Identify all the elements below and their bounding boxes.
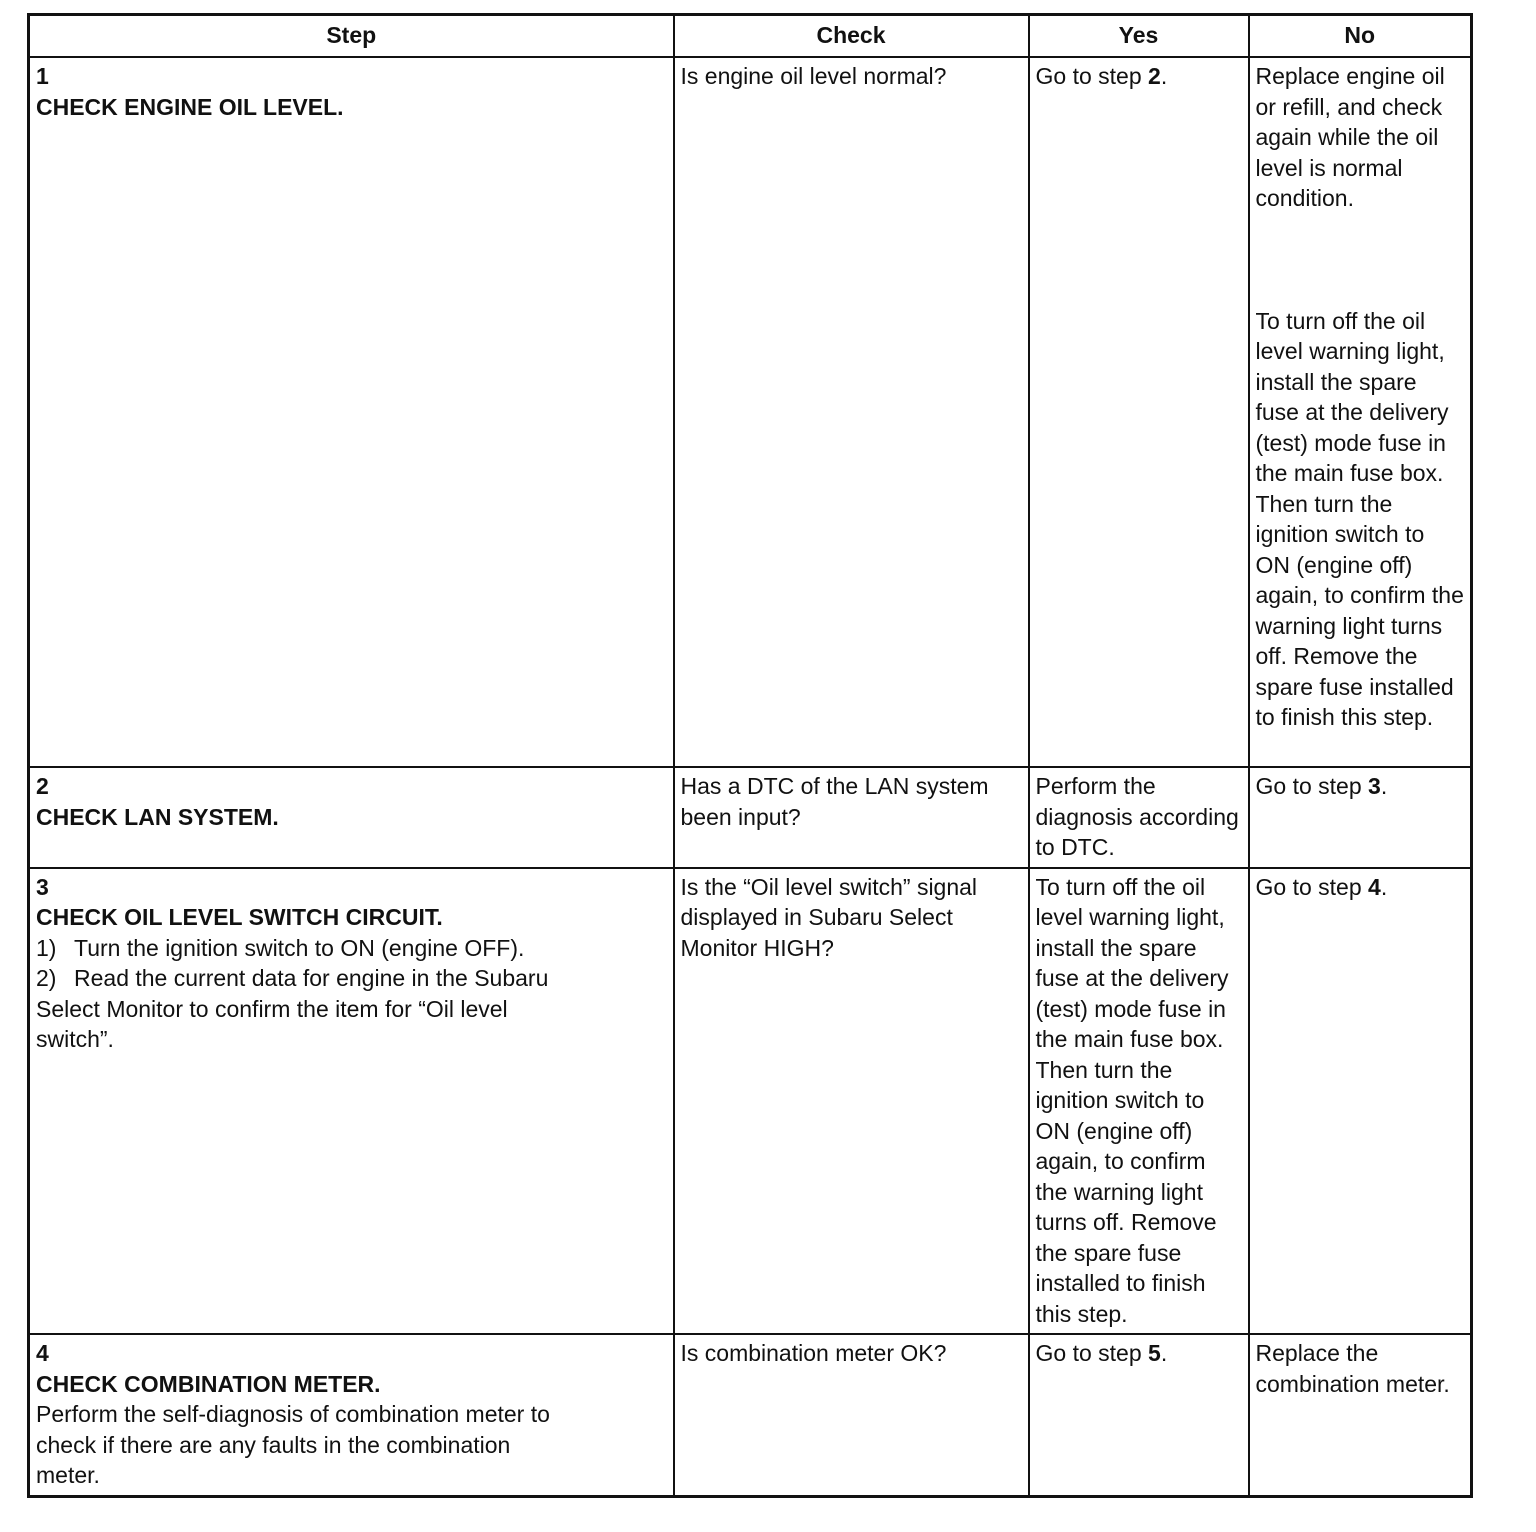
- no-text: Go to step: [1255, 873, 1369, 900]
- step-title: CHECK LAN SYSTEM.: [36, 803, 279, 830]
- check-cell: Is the “Oil level switch” signal displayed in Subaru Select Monitor HIGH?: [674, 868, 1029, 1335]
- no-suffix: .: [1380, 773, 1388, 799]
- header-row: [29, 15, 1472, 58]
- check-cell: Is engine oil level normal?: [674, 57, 1029, 767]
- step-title: CHECK COMBINATION METER.: [36, 1370, 381, 1397]
- yes-cell: Perform the diagnosis according to DTC.: [1029, 767, 1249, 868]
- step-cell: [29, 767, 674, 868]
- diagnostic-table: [27, 13, 1473, 1498]
- yes-cell: [1029, 1334, 1249, 1496]
- no-step-ref: 3: [1368, 773, 1381, 799]
- yes-step-ref: 2: [1148, 63, 1161, 89]
- header-no: No: [1249, 15, 1472, 58]
- no-suffix: .: [1380, 873, 1388, 900]
- check-cell: Has a DTC of the LAN system been input?: [674, 767, 1029, 868]
- no-cell: [1249, 868, 1472, 1335]
- yes-text: Go to step: [1035, 63, 1149, 89]
- step-title: CHECK ENGINE OIL LEVEL.: [36, 93, 344, 120]
- table-row: [29, 1334, 1472, 1496]
- header-step: Step: [29, 15, 674, 58]
- yes-step-ref: 5: [1148, 1340, 1161, 1366]
- spacer: [1256, 214, 1465, 306]
- no-step-ref: 4: [1368, 873, 1381, 900]
- no-text-b: To turn off the oil level warning light, install the spare fuse at the delivery (test) mode fuse in the main fuse box. Then turn the ignition switch to ON (engine off) again, to confirm the warning light turns off. Remove the spare fuse installed to finish this step.: [1255, 307, 1464, 730]
- header-check: Check: [674, 15, 1029, 58]
- no-text: Go to step: [1255, 773, 1369, 799]
- step-cell: [29, 57, 674, 767]
- step-instruction: 1) Turn the ignition switch to ON (engine OFF).: [36, 934, 525, 961]
- table-row: [29, 868, 1472, 1335]
- step-instruction: Perform the self-diagnosis of combination meter to check if there are any faults in the combination meter.: [36, 1401, 550, 1488]
- yes-cell: To turn off the oil level warning light, install the spare fuse at the delivery (test) mode fuse in the main fuse box. Then turn the ignition switch to ON (engine off) again, to confirm the warning light turns off. Remove the spare fuse installed to finish this step.: [1029, 868, 1249, 1335]
- step-cell: [29, 868, 674, 1335]
- yes-text: Go to step: [1035, 1340, 1149, 1366]
- step-cell: [29, 1334, 674, 1496]
- yes-suffix: .: [1160, 1340, 1168, 1366]
- header-yes: Yes: [1029, 15, 1249, 58]
- yes-suffix: .: [1160, 63, 1168, 89]
- table-row: [29, 57, 1472, 767]
- step-number: 4: [36, 1340, 49, 1366]
- no-cell: [1249, 767, 1472, 868]
- table-row: [29, 767, 1472, 868]
- yes-cell: [1029, 57, 1249, 767]
- step-instruction: 2) Read the current data for engine in the Subaru Select Monitor to confirm the item for “Oil level switch”.: [36, 965, 549, 1052]
- check-cell: Is combination meter OK?: [674, 1334, 1029, 1496]
- step-number: 1: [36, 63, 49, 89]
- step-title: CHECK OIL LEVEL SWITCH CIRCUIT.: [36, 904, 443, 930]
- step-number: 2: [36, 773, 49, 799]
- no-text-a: Replace engine oil or refill, and check again while the oil level is normal condition.: [1255, 63, 1445, 211]
- no-cell: Replace the combination meter.: [1249, 1334, 1472, 1496]
- step-number: 3: [36, 873, 49, 900]
- no-cell: [1249, 57, 1472, 767]
